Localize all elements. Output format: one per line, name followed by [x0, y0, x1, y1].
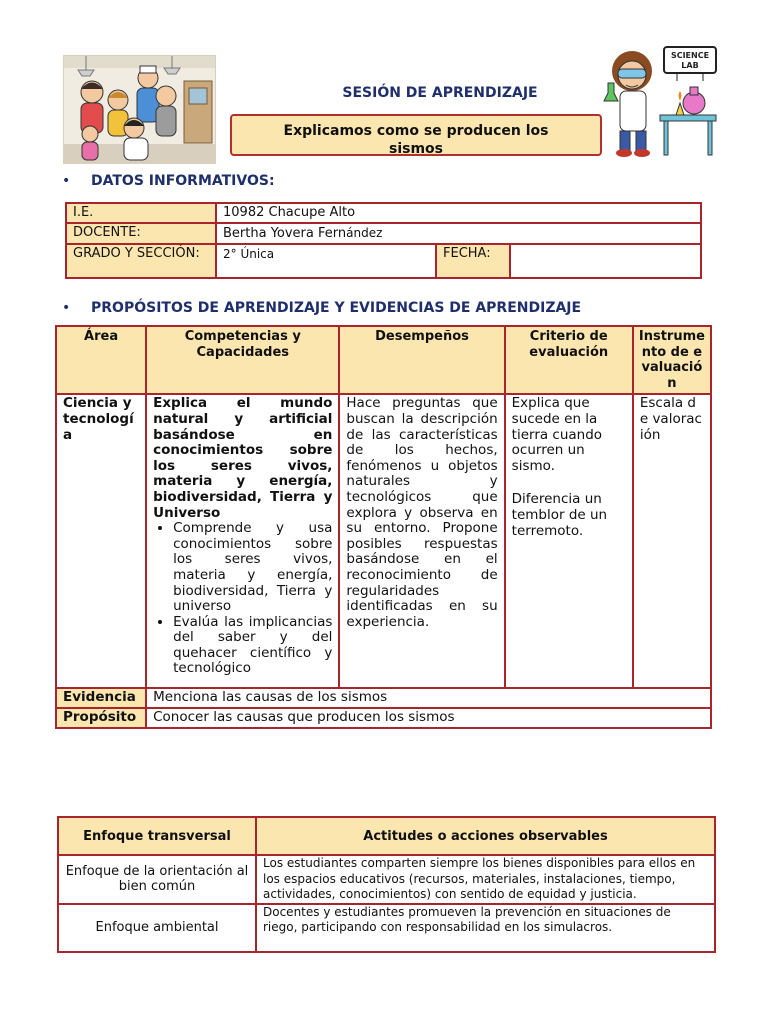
evidencia-label: Evidencia: [56, 688, 146, 708]
table-row: [56, 708, 711, 728]
enfoque-ambiental: Enfoque ambiental: [58, 904, 256, 952]
docente-label: DOCENTE:: [66, 223, 216, 244]
competencias-cell: [146, 394, 339, 688]
ie-value: 10982 Chacupe Alto: [216, 203, 701, 223]
scientist-image: [602, 43, 722, 161]
list-item: • Comprende y usa conocimientos sobre los seres vivos, materia y energía, biodiversidad, Tierra y universo: [173, 521, 332, 615]
desempeno-cell: Hace preguntas que buscan la descripción de las características de los hechos, fenómenos u objetos naturales y tecnológicos que explora y observa en su entorno. Propone posibles respuestas basándose en el reconocimiento de regularidades identificadas en su experiencia.: [339, 394, 504, 688]
table-row: [66, 203, 701, 223]
instrumento-cell: Escala de valoración: [633, 394, 711, 688]
actitud-bien-comun: Los estudiantes comparten siempre los bienes disponibles para ellos en los espacios educativos (recursos, materiales, instalaciones, tiempo, actividades, conocimientos) con sentido de equidad y justicia.: [256, 855, 715, 904]
evidencia-value: Menciona las causas de los sismos: [146, 688, 711, 708]
proposito-value: Conocer las causas que producen los sismos: [146, 708, 711, 728]
criterio-cell: [505, 394, 633, 688]
ie-label: I.E.: [66, 203, 216, 223]
table-row: [56, 326, 711, 394]
bullet-propositos: •: [62, 300, 71, 316]
session-topic-line-1: Explicamos como se producen los: [283, 123, 549, 139]
enfoques-table: [57, 816, 716, 953]
fecha-label: FECHA:: [436, 244, 510, 278]
proposito-label: Propósito: [56, 708, 146, 728]
session-topic-line-2: sismos: [388, 141, 443, 156]
capacidades-list: [153, 521, 332, 677]
col-desempenos: Desempeños: [339, 326, 504, 394]
table-row: [58, 817, 715, 855]
table-row: [56, 394, 711, 688]
competencia-text: Explica el mundo natural y artificial basándose en conocimientos sobre los seres vivos, materia y energía, biodiversidad, Tierra y Universo: [153, 395, 333, 521]
evacuation-scene-image: [64, 56, 215, 163]
col-actitudes: Actitudes o acciones observables: [256, 817, 715, 855]
actitud-ambiental: Docentes y estudiantes promueven la prevención en situaciones de riego, participando con responsabilidad en los simulacros.: [256, 904, 715, 952]
col-area: Área: [56, 326, 146, 394]
table-row: [66, 223, 701, 244]
evacuation-illustration: [63, 55, 216, 164]
docente-name-tail: ández: [346, 226, 383, 240]
datos-table: [65, 202, 702, 279]
table-row: [66, 244, 701, 278]
docente-name: Bertha Yovera Fern: [223, 226, 347, 241]
criterio-item: Diferencia un temblor de un terremoto.: [511, 491, 608, 539]
table-row: [58, 904, 715, 952]
enfoque-bien-comun: Enfoque de la orientación al bien común: [58, 855, 256, 904]
col-competencias: Competencias y Capacidades: [146, 326, 339, 394]
session-topic-banner: [230, 114, 602, 156]
propositos-table: [55, 325, 712, 729]
col-enfoque: Enfoque transversal: [58, 817, 256, 855]
grado-value: 2° Única: [216, 244, 436, 278]
list-item: • Evalúa las implicancias del saber y del quehacer científico y tecnológico: [173, 615, 332, 677]
session-title: SESIÓN DE APRENDIZAJE: [342, 85, 538, 101]
table-row: [56, 688, 711, 708]
propositos-heading: PROPÓSITOS DE APRENDIZAJE Y EVIDENCIAS DE APRENDIZAJE: [91, 300, 582, 316]
science-lab-illustration: [602, 43, 722, 161]
col-instrumento: Instrumento de evaluación: [633, 326, 711, 394]
docente-value: [216, 223, 701, 244]
fecha-value: [510, 244, 701, 278]
col-criterio: Criterio de evaluación: [505, 326, 633, 394]
grado-label: GRADO Y SECCIÓN:: [66, 244, 216, 278]
datos-heading: DATOS INFORMATIVOS:: [91, 173, 275, 189]
svg-text:LAB: LAB: [681, 61, 699, 70]
table-row: [58, 855, 715, 904]
svg-text:SCIENCE: SCIENCE: [670, 51, 710, 60]
bullet-datos: •: [62, 173, 71, 189]
criterio-item: Explica que sucede en la tierra cuando ocurren un sismo.: [511, 395, 603, 474]
area-cell: Ciencia y tecnología: [56, 394, 146, 688]
